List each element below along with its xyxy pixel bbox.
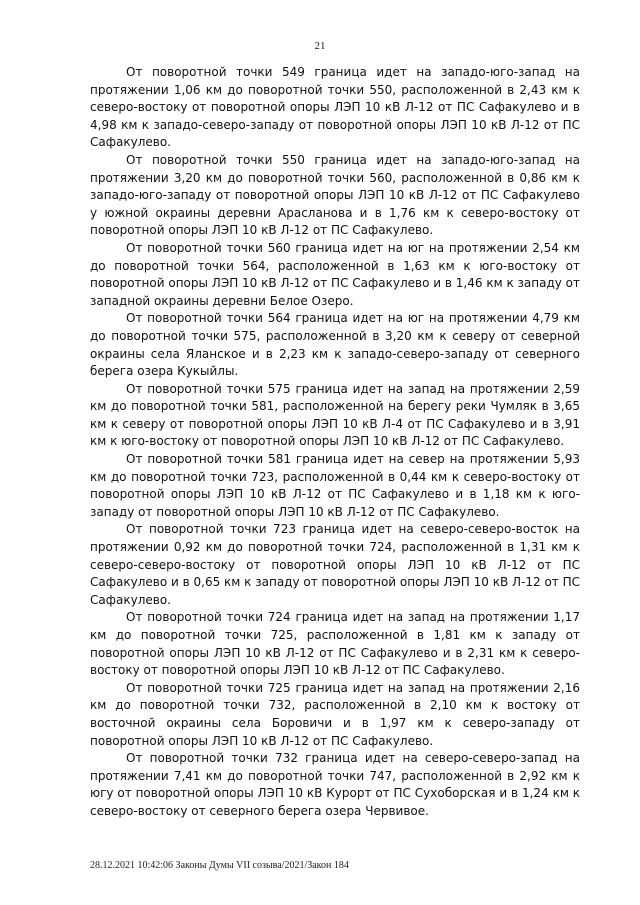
paragraph: От поворотной точки 732 граница идет на северо-северо-запад на протяжении 7,41 км до поворотной точки 747, расположенной в 2,92 км к югу от поворотной опоры ЛЭП 10 кВ Курорт от ПС Сухоборская и в 1,24 км к северо-востоку от северного берега озера Червивое. <box>90 751 580 818</box>
paragraph: От поворотной точки 549 граница идет на западо-юго-запад на протяжении 1,06 км до поворотной точки 550, расположенной в 2,43 км к северо-востоку от поворотной опоры ЛЭП 10 кВ Л-12 от ПС Сафакулево и в 4,98 км к западо-северо-западу от поворотной опоры ЛЭП 10 кВ Л-12 от ПС Сафакулево. <box>90 65 580 150</box>
paragraph: От поворотной точки 724 граница идет на запад на протяжении 1,17 км до поворотной точки 725, расположенной в 1,81 км к западу от поворотной опоры ЛЭП 10 кВ Л-12 от ПС Сафакулево и в 2,31 км к северо-востоку от поворотной опоры ЛЭП 10 кВ Л-12 от ПС Сафакулево. <box>90 610 580 678</box>
paragraph: От поворотной точки 723 граница идет на северо-северо-восток на протяжении 0,92 км до поворотной точки 724, расположенной в 1,31 км к северо-северо-востоку от поворотной опоры ЛЭП 10 кВ Л-12 от ПС Сафакулево и в 0,65 км к западу от поворотной опоры ЛЭП 10 кВ Л-12 от ПС Сафакулево. <box>90 522 580 607</box>
paragraph: От поворотной точки 575 граница идет на запад на протяжении 2,59 км до поворотной точки 581, расположенной на берегу реки Чумляк в 3,65 км к северу от поворотной опоры ЛЭП 10 кВ Л-4 от ПС Сафакулево и в 3,91 км к юго-востоку от поворотной опоры ЛЭП 10 кВ Л-12 от ПС Сафакулево. <box>90 381 580 449</box>
paragraph: От поворотной точки 725 граница идет на запад на протяжении 2,16 км до поворотной точки 732, расположенной в 2,10 км к востоку от восточной окраины села Боровичи и в 1,97 км к северо-западу от поворотной опоры ЛЭП 10 кВ Л-12 от ПС Сафакулево. <box>90 680 580 748</box>
paragraph: От поворотной точки 550 граница идет на западо-юго-запад на протяжении 3,20 км до поворотной точки 560, расположенной в 0,86 км к западо-юго-западу от поворотной опоры ЛЭП 10 кВ Л-12 от ПС Сафакулево у южной окраины деревни Арасланова и в 1,76 км к северо-востоку от поворотной опоры ЛЭП 10 кВ Л-12 от ПС Сафакулево. <box>90 152 580 238</box>
page-number: 21 <box>314 40 326 52</box>
paragraph: От поворотной точки 564 граница идет на юг на протяжении 4,79 км до поворотной точки 575, расположенной в 3,20 км к северу от северной окраины села Яланское и в 2,23 км к западо-северо-западу от северного берега озера Кукыйлы. <box>90 311 580 379</box>
paragraph: От поворотной точки 581 граница идет на север на протяжении 5,93 км до поворотной точки 723, расположенной в 0,44 км к северо-востоку от поворотной опоры ЛЭП 10 кВ Л-12 от ПС Сафакулево и в 1,18 км к юго-западу от поворотной опоры ЛЭП 10 кВ Л-12 от ПС Сафакулево. <box>90 452 580 519</box>
document-footer: 28.12.2021 10:42:06 Законы Думы VII созыва/2021/Закон 184 <box>90 860 349 871</box>
document-body <box>90 64 580 821</box>
paragraph: От поворотной точки 560 граница идет на юг на протяжении 2,54 км до поворотной точки 564, расположенной в 1,63 км к юго-востоку от поворотной опоры ЛЭП 10 кВ Л-12 от ПС Сафакулево и в 1,46 км к западу от западной окраины деревни Белое Озеро. <box>90 240 580 308</box>
